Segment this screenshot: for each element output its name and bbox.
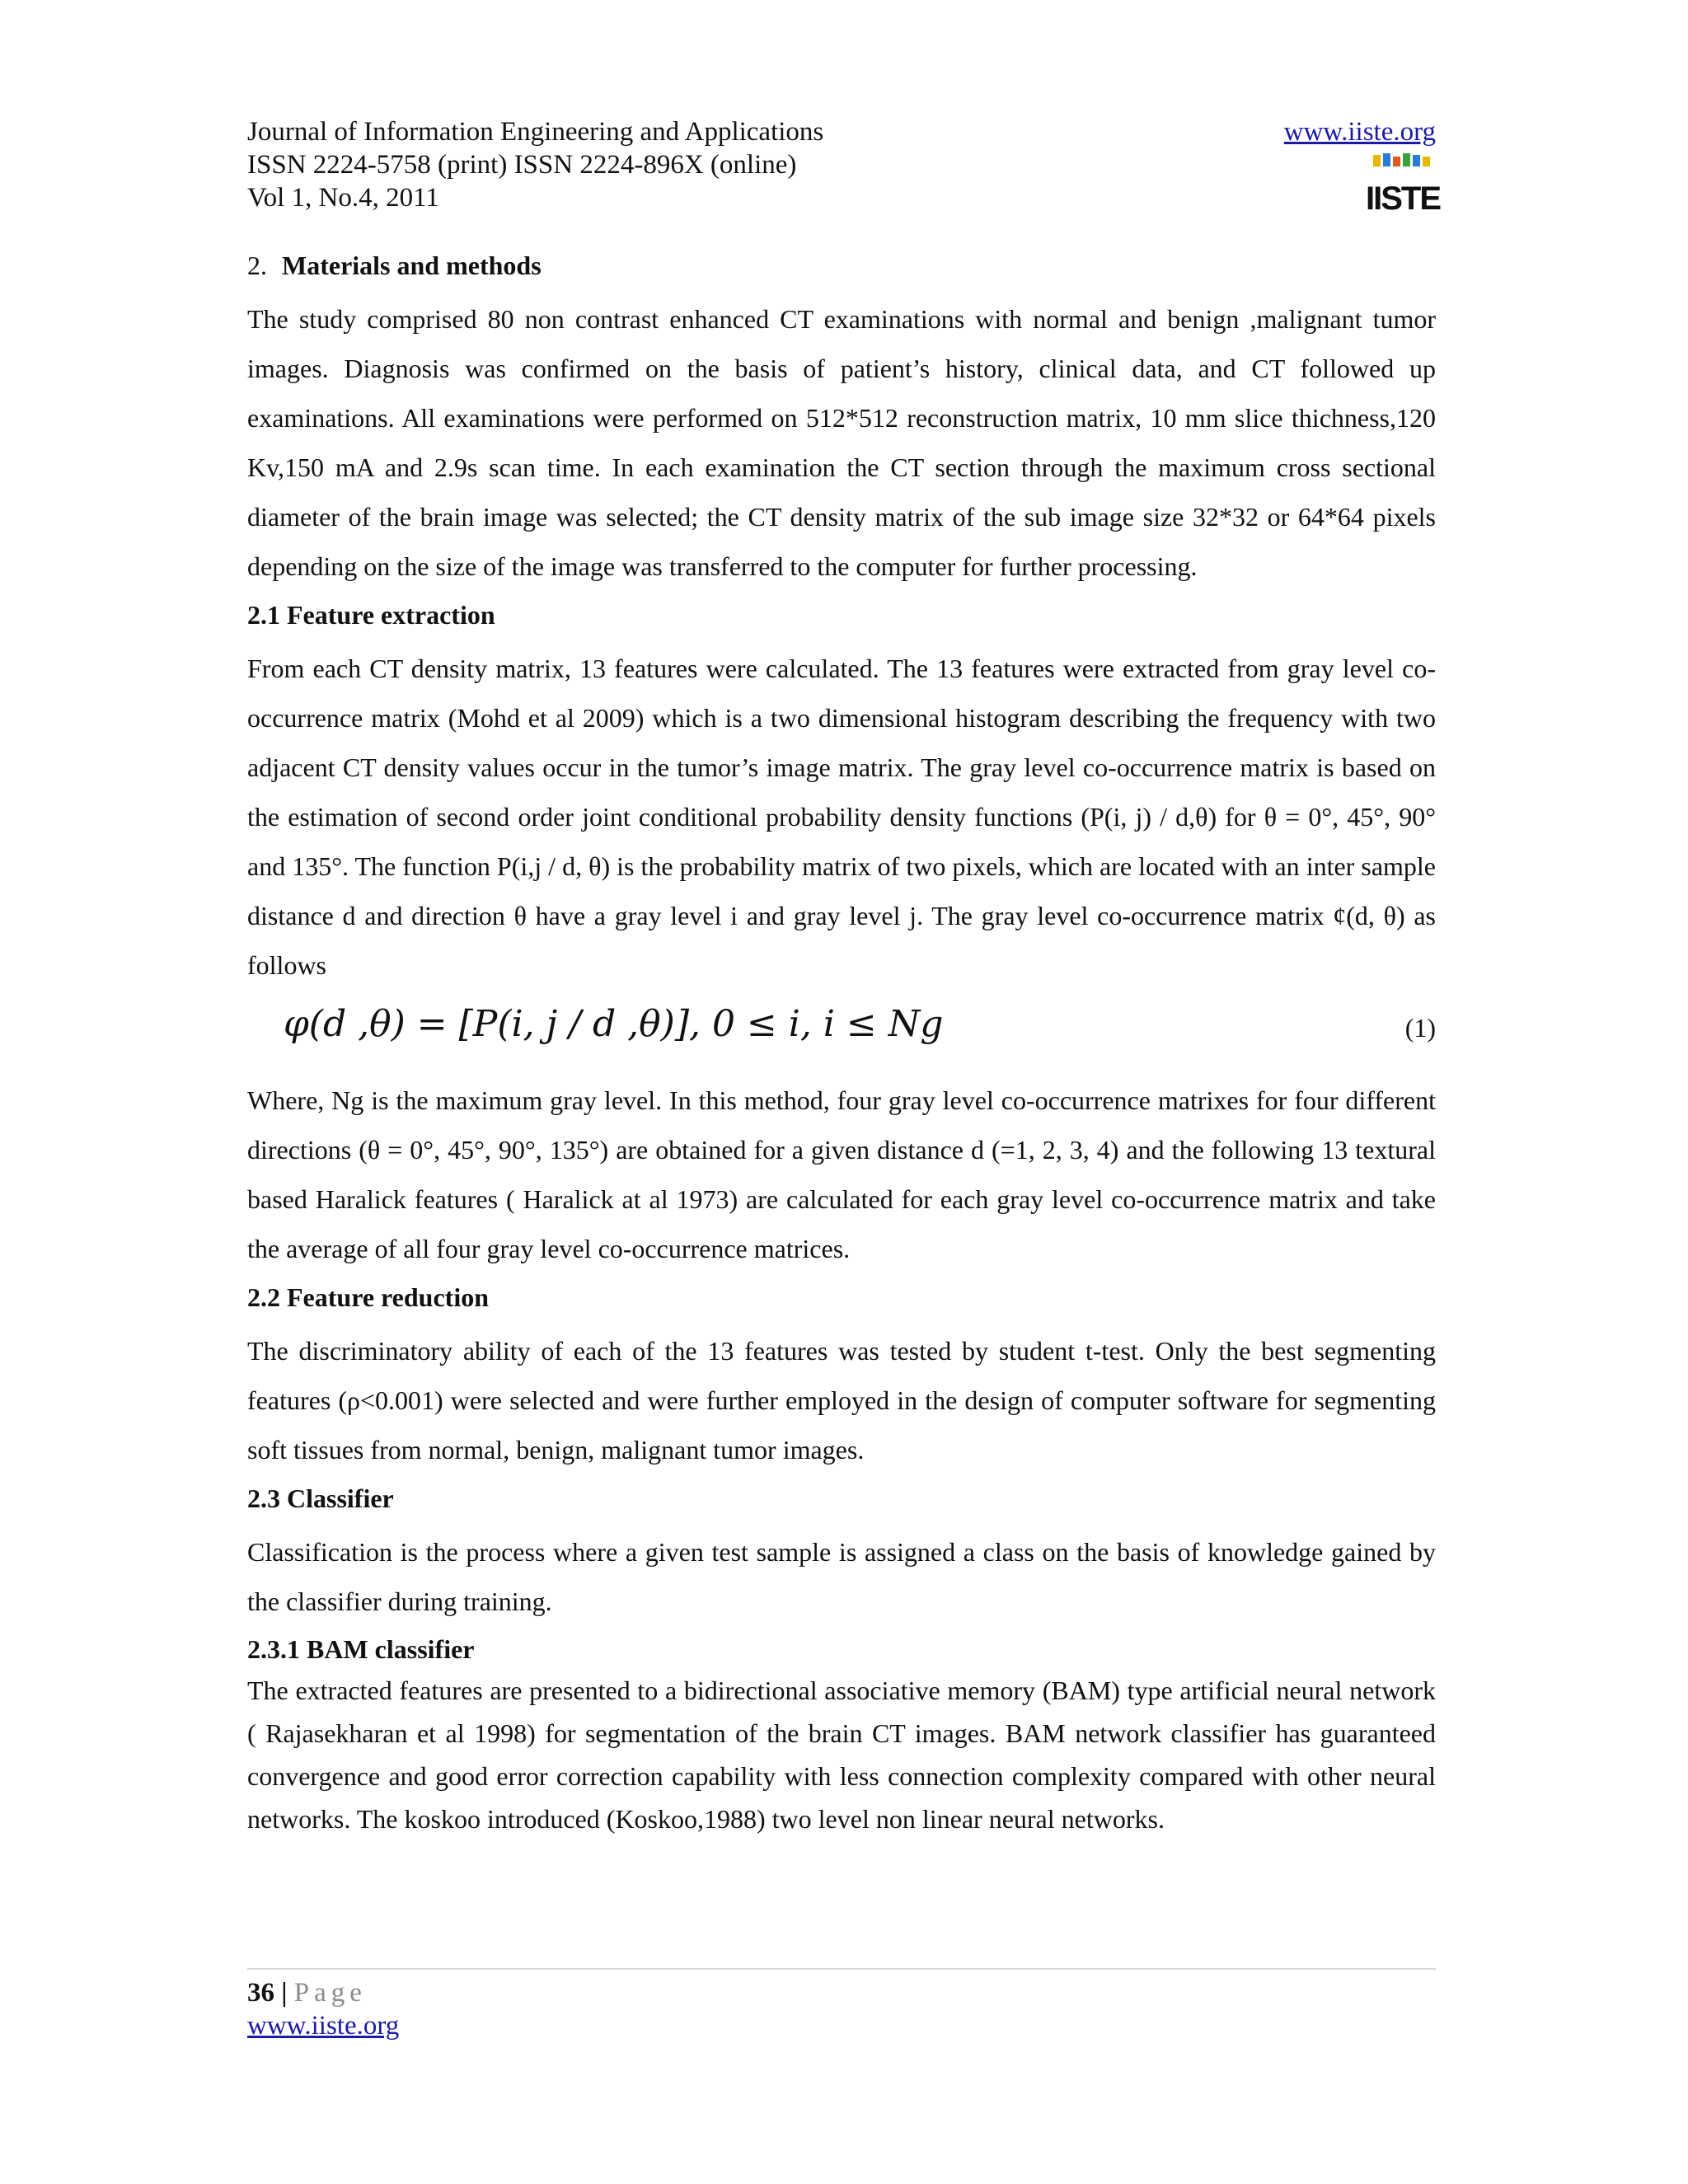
iiste-logo [1365, 152, 1441, 217]
page [247, 115, 1441, 1840]
heading-feature-extraction: 2.1 Feature extraction [247, 600, 495, 630]
equation-expression: φ(d ,θ) = [P(i, j / d ,θ)], 0 ≤ i, i ≤ Ng [284, 1003, 944, 1045]
heading-feature-reduction: 2.2 Feature reduction [247, 1282, 489, 1312]
section-title: Materials and methods [282, 251, 542, 280]
equation-number: (1) [1404, 1013, 1436, 1043]
page-footer [247, 1968, 1436, 2042]
page-word: Page [293, 1978, 367, 2008]
page-separator: | [281, 1978, 288, 2008]
journal-info [247, 115, 1436, 214]
page-indicator [247, 1976, 1436, 2009]
journal-issn: ISSN 2224-5758 (print) ISSN 2224-896X (online) [247, 150, 797, 180]
svg-text:IISTE: IISTE [1365, 180, 1441, 217]
journal-url-link[interactable]: www.iiste.org [1283, 117, 1436, 147]
journal-volume: Vol 1, No.4, 2011 [247, 183, 439, 213]
section-number: 2. [247, 251, 267, 280]
page-number: 36 [247, 1978, 274, 2008]
paragraph-feature-extraction-cont: Where, Ng is the maximum gray level. In this method, four gray level co-occurrence matrixes for four different directions (θ = 0°, 45°, 90°, 135°) are obtained for a given distance d (=1, 2, 3, 4) and the following 13 textural based Haralick features ( Haralick at al 1973) are calculated for each gray level co-occurrence matrix and take the average of all four gray level co-occurrence matrices. [247, 1085, 1436, 1263]
page-header [247, 115, 1441, 223]
paragraph-classifier: Classification is the process where a given test sample is assigned a class on the basis of knowledge gained by the classifier during training. [247, 1537, 1436, 1616]
journal-title: Journal of Information Engineering and Applications [247, 117, 824, 147]
paragraph-bam-classifier: The extracted features are presented to a bidirectional associative memory (BAM) type artificial neural network ( Rajasekharan et al 1998) for segmentation of the brain CT images. BAM network classifier has guaranteed convergence and good error correction capability with less connection complexity compared with other neural networks. The koskoo introduced (Koskoo,1988) two level non linear neural networks. [247, 1675, 1436, 1834]
paragraph-feature-extraction: From each CT density matrix, 13 features were calculated. The 13 features were extracted from gray level co-occurrence matrix (Mohd et al 2009) which is a two dimensional histogram describing the frequency with two adjacent CT density values occur in the tumor’s image matrix. The gray level co-occurrence matrix is based on the estimation of second order joint conditional probability density functions (P(i, j) / d,θ) for θ = 0°, 45°, 90° and 135°. The function P(i,j / d, θ) is the probability matrix of two pixels, which are located with an inter sample distance d and direction θ have a gray level i and gray level j. The gray level co-occurrence matrix ¢(d, θ) as follows [247, 654, 1436, 980]
heading-bam-classifier: 2.3.1 BAM classifier [247, 1634, 475, 1664]
heading-classifier: 2.3 Classifier [247, 1483, 394, 1513]
section-heading-materials [247, 251, 1436, 281]
equation-1 [247, 995, 1436, 1067]
footer-url-link[interactable]: www.iiste.org [247, 2011, 400, 2041]
paragraph-feature-reduction: The discriminatory ability of each of the 13 features was tested by student t-test. Only the best segmenting features (ρ<0.001) were selected and were further employed in the design of computer software for segmenting soft tissues from normal, benign, malignant tumor images. [247, 1336, 1436, 1465]
paragraph-materials: The study comprised 80 non contrast enhanced CT examinations with normal and benign ,malignant tumor images. Diagnosis was confirmed on the basis of patient’s history, clinical data, and CT followed up examinations. All examinations were performed on 512*512 reconstruction matrix, 10 mm slice thichness,120 Kv,150 mA and 2.9s scan time. In each examination the CT section through the maximum cross sectional diameter of the brain image was selected; the CT density matrix of the sub image size 32*32 or 64*64 pixels depending on the size of the image was transferred to the computer for further processing. [247, 304, 1436, 581]
